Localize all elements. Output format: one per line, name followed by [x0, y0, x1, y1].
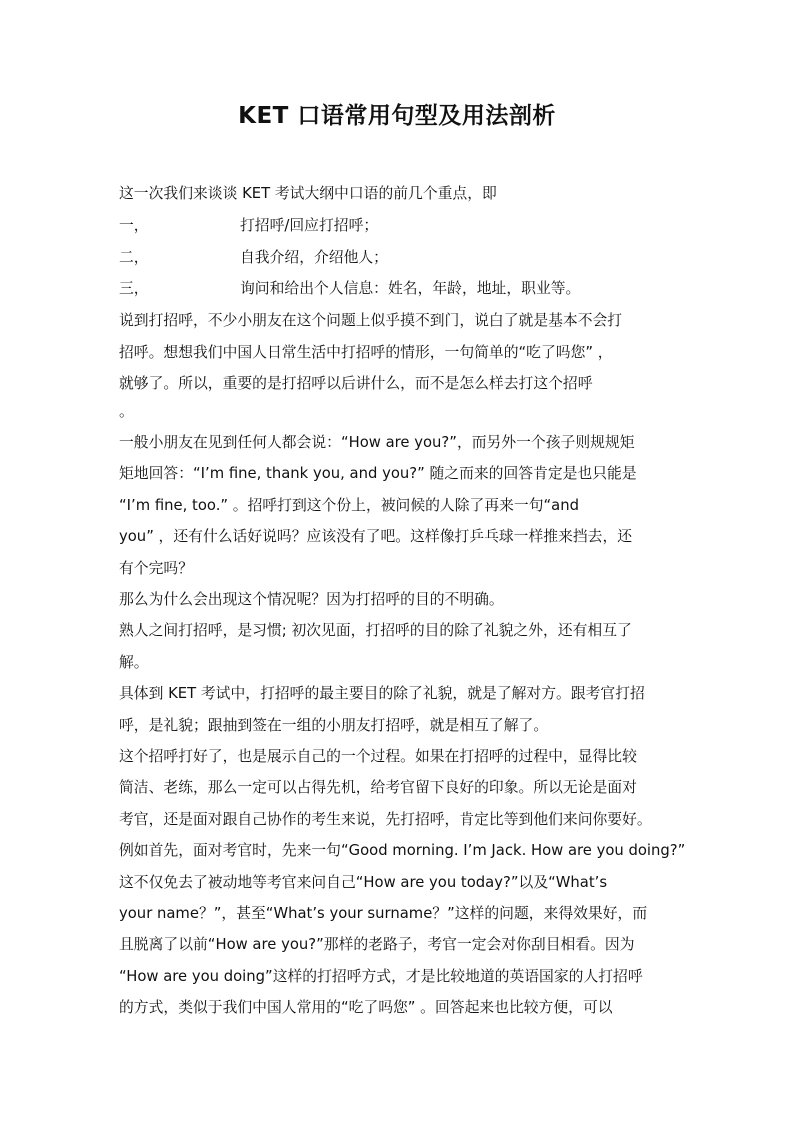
paragraph-line: 例如首先，面对考官时，先来一句“Good morning. I’m Jack. How are you doing?” — [119, 842, 686, 859]
paragraph-line: “I’m fine, too.” 。招呼打到这个份上，被问候的人除了再来一句“and — [119, 497, 580, 514]
list-number-2: 二， — [119, 249, 149, 266]
list-item-3: 询问和给出个人信息：姓名，年龄，地址，职业等。 — [240, 280, 581, 297]
list-number-1: 一， — [119, 217, 149, 234]
paragraph-line: 那么为什么会出现这个情况呢？因为打招呼的目的不明确。 — [119, 591, 504, 608]
paragraph-line: 矩地回答：“I’m fine, thank you, and you?” 随之而来的回答肯定是也只能是 — [119, 465, 637, 482]
paragraph-line: 且脱离了以前“How are you?”那样的老路子，考官一定会对你刮目相看。因为 — [119, 936, 635, 953]
paragraph-line: 简洁、老练，那么一定可以占得先机，给考官留下良好的印象。所以无论是面对 — [119, 779, 637, 796]
paragraph-line: 熟人之间打招呼，是习惯; 初次见面，打招呼的目的除了礼貌之外，还有相互了 — [119, 622, 632, 639]
paragraph-line: 考官，还是面对跟自己协作的考生来说，先打招呼，肯定比等到他们来问你要好。 — [119, 811, 652, 828]
paragraph-line: 一般小朋友在见到任何人都会说：“How are you?”，而另外一个孩子则规规矩 — [119, 434, 635, 451]
paragraph-line: 的方式，类似于我们中国人常用的“吃了吗您” 。回答起来也比较方便，可以 — [119, 999, 613, 1016]
list-number-3: 三， — [119, 280, 149, 297]
paragraph-line: 解。 — [119, 654, 149, 671]
paragraph-line: 呼，是礼貌；跟抽到签在一组的小朋友打招呼，就是相互了解了。 — [119, 717, 549, 734]
paragraph-line: 这不仅免去了被动地等考官来问自己“How are you today?”以及“What’s — [119, 874, 608, 891]
paragraph-line: 有个完吗？ — [119, 560, 193, 577]
intro-line: 这一次我们来谈谈 KET 考试大纲中口语的前几个重点，即 — [119, 185, 497, 202]
paragraph-line: “How are you doing”这样的打招呼方式，才是比较地道的英语国家的人打招呼 — [119, 968, 643, 985]
paragraph-line: 具体到 KET 考试中，打招呼的最主要目的除了礼貌，就是了解对方。跟考官打招 — [119, 685, 645, 702]
paragraph-line: your name？”，甚至“What’s your surname？”这样的问题，来得效果好，而 — [119, 905, 648, 922]
paragraph-line: 这个招呼打好了，也是展示自己的一个过程。如果在打招呼的过程中，显得比较 — [119, 748, 637, 765]
list-item-1: 打招呼/回应打招呼； — [240, 217, 379, 234]
paragraph-line: 。 — [119, 403, 134, 420]
paragraph-line: 说到打招呼，不少小朋友在这个问题上似乎摸不到门，说白了就是基本不会打 — [119, 312, 623, 329]
paragraph-line: 就够了。所以，重要的是打招呼以后讲什么，而不是怎么样去打这个招呼 — [119, 375, 593, 392]
document-title: KET 口语常用句型及用法剖析 — [238, 103, 556, 129]
paragraph-line: you” ，还有什么话好说吗？应该没有了吧。这样像打乒乓球一样推来挡去，还 — [119, 528, 633, 545]
list-item-2: 自我介绍，介绍他人； — [240, 249, 388, 266]
paragraph-line: 招呼。想想我们中国人日常生活中打招呼的情形，一句简单的“吃了吗您” ， — [119, 344, 613, 361]
